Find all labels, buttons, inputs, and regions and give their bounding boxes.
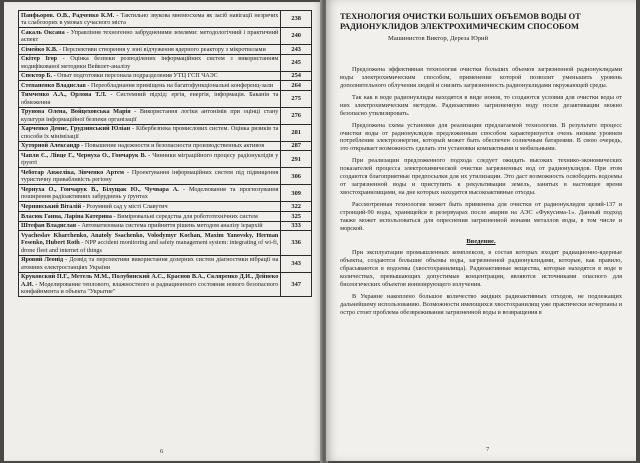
toc-entry [19, 141, 281, 151]
toc-row [19, 211, 312, 221]
toc-row [19, 255, 312, 272]
abstract-paragraph: Предложена эффективная технология очистки больших объемов загрязненной радионуклидами воды электрохимическим способом, применение которой позволит уменьшить уровень дополнительного облучения людей и снизить загрязненность радионуклидами окружающей среды. [340, 66, 622, 89]
toc-row [19, 185, 312, 202]
abstract-paragraph: Так как в воде радионуклиды находятся в виде ионов, то создаются условия для очистки воды от них электрохимическим методом. Радиоактивно загрязненную воду после дезактивации можно безопасно утилизировать. [340, 93, 622, 117]
toc-entry [19, 11, 281, 28]
toc-authors: Чернуха О., Гончарук В., Білущак Ю., Чучвара А. [21, 185, 179, 193]
toc-authors: Власюк Ганна, Ларіна Катерина [21, 212, 112, 220]
toc-entry [19, 151, 281, 168]
toc-row [19, 202, 312, 212]
toc-title: - Проектування інформаційних систем під підвищення туристичну привабливість регіону [21, 168, 279, 184]
toc-entry [19, 255, 281, 272]
right-page [326, 0, 636, 461]
article-authors: Машинистов Виктор, Дереза Юрий [388, 35, 489, 43]
toc-title: - Моделирование теплового, влажностного и радиационного состояния нового безопасного конфайнмента и объекта "Укрытие" [21, 280, 279, 295]
toc-row [19, 231, 312, 255]
toc-page-number: 264 [281, 81, 312, 91]
toc-row [19, 107, 312, 124]
toc-row [19, 141, 312, 151]
toc-row [19, 90, 312, 107]
toc-entry [19, 45, 281, 55]
toc-row [19, 81, 312, 91]
toc-page-number: 275 [281, 90, 312, 107]
toc-authors: Чернявський Віталій [21, 202, 82, 210]
toc-authors: Хуторной Александр [21, 142, 80, 150]
toc-row [19, 272, 312, 296]
toc-title: - Автоматизована система прийняття рішень методом аналізу ієрархій [77, 222, 263, 230]
section-heading: Введение. [466, 238, 496, 246]
toc-authors: Панфьоров. О.В., Радченко К.М. [21, 11, 115, 19]
toc-authors: Сакаль Оксана [21, 28, 65, 36]
toc-page-number: 343 [281, 255, 312, 272]
abstract-paragraph: Рассмотренная технология может быть применена для очистки от радионуклидов цезий-137 и стронций-90 воды, хранящейся в резервуарах после аварии на АЭС «Фукусима-1». Данный подход также может использоваться для опреснения загрязненной ионами металлов воды, в том числе и морской. [340, 200, 622, 232]
intro-paragraph: В Украине накоплено большое количество жидких радиоактивных отходов, не подлежащих дальнейшему использованию. Возможности имеющихся хвостохранилищ уже практически исчерпаны и остро стоит проблема обезвреживания загрязненной воды и возвращения в [340, 292, 622, 316]
toc-authors: Круковский П.Г., Метель М.М., Полубинский А.С., Краснов В.А., Скляренко Д.И., Дейнеко А.И. [21, 273, 279, 288]
toc-entry [19, 28, 281, 45]
toc-entry [19, 107, 281, 124]
article-title: ТЕХНОЛОГИЯ ОЧИСТКИ БОЛЬШИХ ОБЪЕМОВ ВОДЫ ОТ РАДИОНУКЛИДОВ ЭЛЕКТРОХИМИЧЕСКИМ СПОСОБОМ [340, 12, 581, 31]
toc-row [19, 151, 312, 168]
toc-title: - Кібербезпека промислових систем. Оцінка ризиків та способи їх мінімізації [21, 125, 279, 140]
toc-authors: Vyacheslav Kharchenko, Anatoly Ssachenko, Volodymyr Kochan, Maxim Yanovsky, Herman Fesenko, Hubert Roth [21, 231, 279, 247]
toc-page-number: 287 [281, 141, 312, 151]
toc-page-number: 333 [281, 221, 312, 231]
abstract-paragraph: Предложена схема установки для реализации предлагаемой технологии. В результате процесс очистки воды от радионуклидов предложенным способом характеризуется очень низким уровнем потребления электроэнергии, который может быть обеспечен солнечным батареями. В свою очередь, это открывает возможность сделать эти установки компактными и мобильными. [340, 121, 622, 153]
toc-entry [19, 185, 281, 202]
toc-page-number: 347 [281, 272, 312, 296]
toc-page-number: 291 [281, 151, 312, 168]
toc-authors: Скітер Ігор [21, 55, 58, 63]
toc-entry [19, 71, 281, 81]
article [340, 12, 622, 321]
toc-page-number: 322 [281, 202, 312, 212]
toc-authors: Штефан Владислав [21, 222, 77, 230]
toc-authors: Чеботар Анжеліка, Зінченко Артем [21, 168, 124, 176]
toc-authors: Тимченко А.А., Орлова Т.Л. [21, 91, 107, 99]
toc-row [19, 124, 312, 141]
toc-row [19, 28, 312, 45]
toc-page-number: 325 [281, 211, 312, 221]
toc-page-number: 245 [281, 54, 312, 71]
page-number-right: 7 [486, 446, 490, 453]
toc-entry [19, 211, 281, 221]
toc-authors: Сімейко К.В. [21, 45, 58, 53]
toc-page-number: 306 [281, 168, 312, 185]
toc-entry [19, 202, 281, 212]
toc-row [19, 45, 312, 55]
toc-authors: Трунова Олена, Войцеховська Марія [21, 108, 131, 116]
toc-title: - Управління техногенно забрудненими землями: методологічний і практичний аспект [21, 28, 279, 43]
toc-authors: Яровий Леонід [21, 256, 64, 264]
toc-page-number: 238 [281, 11, 312, 28]
toc-entry [19, 54, 281, 71]
toc-title: - Системний підхід: ергія, енергія, інформація. Баканія та обмеження [21, 91, 279, 106]
toc-page-number: 254 [281, 71, 312, 81]
toc-entry [19, 231, 281, 255]
toc-entry [19, 81, 281, 91]
toc-authors: Спектор Б. [21, 72, 53, 80]
toc-title: - Дозвід та перспективи використання дозерних систем діагностики вібрації на атомних електростанціях України [21, 256, 279, 271]
toc-row [19, 71, 312, 81]
page-number-left: 6 [160, 448, 164, 455]
toc-row [19, 221, 312, 231]
toc-title: - Тактильно звукова мнемосхема як засіб навігації незрячих та слабозорих в умовах сучасного міста [21, 11, 279, 26]
toc-authors: Харченко Денис, Грудзинський Юліан [21, 125, 131, 133]
toc-row [19, 11, 312, 28]
toc-authors: Чапля Є., Лівце Г., Чернуха О., Гончарук В. [21, 151, 147, 159]
abstract-paragraph: При реализации предложенного подхода следует ожидать высоких технико-экономических показателей процесса электрохимической очистки загрязненных вод от радионуклидов. При этом создаются благоприятные предпосылки для их утилизации. Это даст возможность освободить водоемы от загрязненной воды и приступить к рекультивации земель, занятых в настоящее время хвостохранилищами, на дне которых находятся высокоактивные отходы. [340, 157, 622, 196]
toc-title: - Переобладнання приміщень на багатофункціональні конференц-зали [87, 81, 274, 89]
toc-page-number: 309 [281, 185, 312, 202]
toc-page-number: 240 [281, 28, 312, 45]
toc-title: - Розумний сад у місті Славутич [82, 202, 168, 210]
toc-entry [19, 272, 281, 296]
toc-page-number: 281 [281, 124, 312, 141]
article-body [340, 66, 622, 316]
toc-title: - Чинники міграційного процесу радіонуклідів у ґрунті [21, 151, 279, 167]
toc-page-number: 336 [281, 231, 312, 255]
toc-title: - Оцінка безпеки розподілених інформаційних систем з використанням модифікованої методики Вейвлет-аналізу [21, 55, 279, 70]
toc-entry [19, 90, 281, 107]
toc-title: - Повышение надежности и безопасности производственных активов [81, 142, 265, 150]
toc-entry [19, 124, 281, 141]
toc-title: - Вимірювальні середства для робототехнічних систем [113, 212, 258, 220]
toc-entry [19, 168, 281, 185]
left-page [4, 2, 322, 461]
toc-title: - Перспективи створення у зоні відчуження ядерного реактору з мікротвелами [59, 45, 266, 53]
toc-page-number: 276 [281, 107, 312, 124]
toc-authors: Степаненко Владислав [21, 81, 86, 89]
toc-title: - Опыт подготовки персонала подразделения УТЦ ГСП ЧАЭС [53, 72, 218, 80]
toc-title: - NPP accident monitoring and safety management system: integrating of wi-fi, drone fleet and internet of things [21, 239, 279, 254]
toc-row [19, 54, 312, 71]
toc-title: - Використання логіки антонімів при оцінці стану культури інформаційної безпеки організації [21, 108, 279, 123]
intro-paragraph: При эксплуатации промышленных комплексов, в состав которых входят радиационно-ядерные объекты, создаются большие объемы воды, загрязненной радионуклидами, которые, как правило, сбрасываются в водоемы (хвостохранилища). Радиоактивные вещества, которые находятся в воде в количествах, превышающих допустимые концентрации, являются источниками опасного для биологических объектов ионизирующего излучения. [340, 249, 622, 289]
toc-row [19, 168, 312, 185]
table-of-contents [18, 10, 312, 297]
toc-entry [19, 221, 281, 231]
toc-page-number: 243 [281, 45, 312, 55]
toc-title: - Моделювання та прогнозування поширення радіоактивних забруднень у ґрунтах [21, 185, 279, 201]
